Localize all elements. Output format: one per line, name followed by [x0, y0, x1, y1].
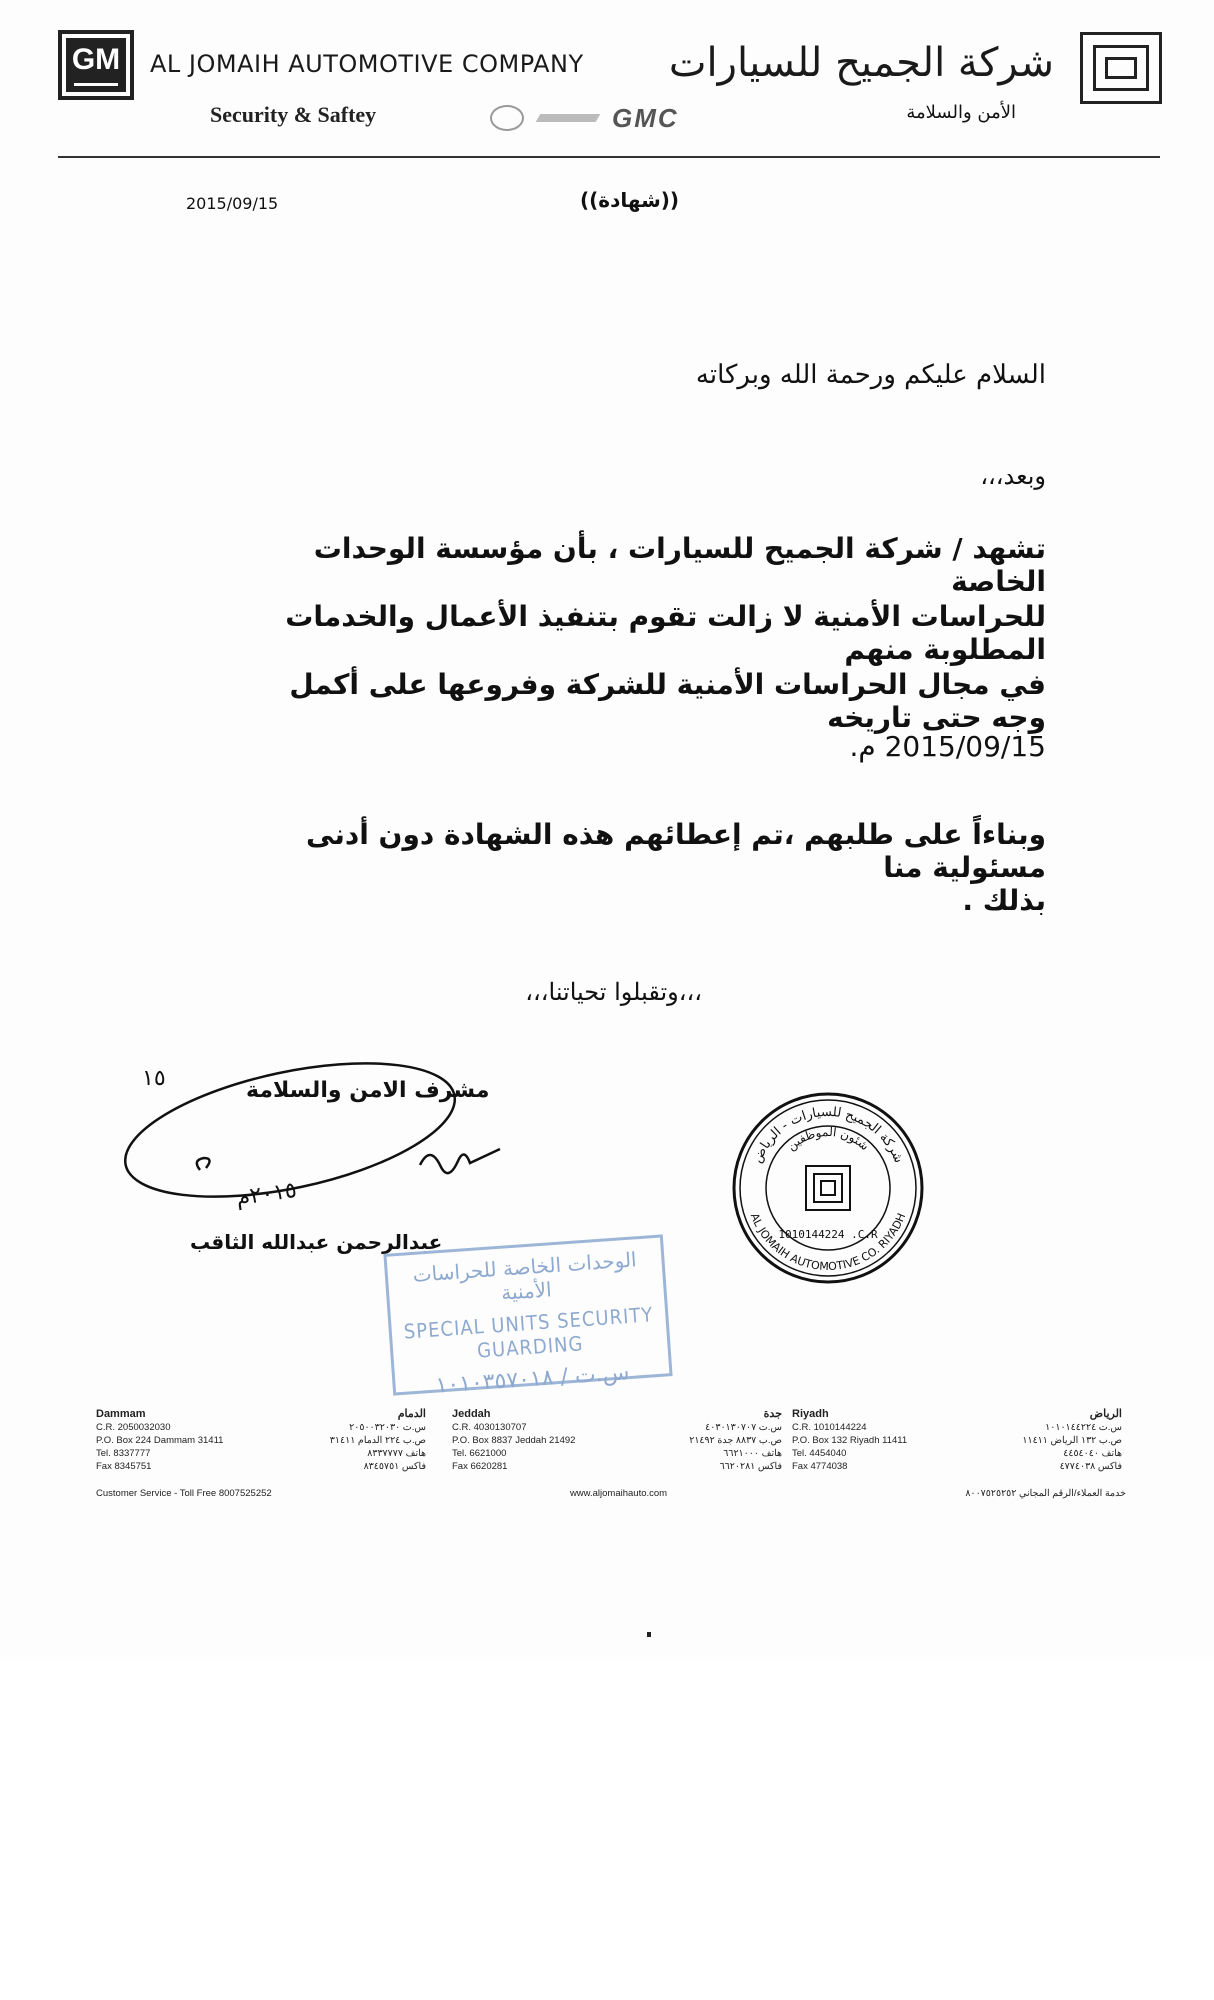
handwritten-date: ٢٠١٥م	[234, 1177, 299, 1212]
body-line-2: للحراسات الأمنية لا زالت تقوم بتنفيذ الأعمال والخدمات المطلوبة منهم	[285, 600, 1046, 666]
website-link[interactable]: www.aljomaihauto.com	[569, 1488, 668, 1499]
signatory-title: مشرف الامن والسلامة	[246, 1078, 490, 1103]
body-line-3: في مجال الحراسات الأمنية للشركة وفروعها على أكمل وجه حتى تاريخه	[289, 668, 1046, 734]
document-date: 2015/09/15	[186, 194, 279, 213]
jomaih-logo-icon	[1080, 32, 1162, 104]
cadillac-logo-icon	[490, 105, 524, 131]
security-company-stamp	[383, 1234, 672, 1399]
rect-stamp-ar: الوحدات الخاصة للحراسات الأمنية	[411, 1247, 638, 1305]
department-ar: الأمن والسلامة	[906, 102, 1016, 123]
signatory-name: عبدالرحمن عبدالله الثاقب	[190, 1230, 443, 1254]
customer-service-en: Customer Service - Toll Free 8007525252	[96, 1488, 272, 1499]
footer-jeddah: Jeddah جدة C.R. 4030130707 س.ت ٤٠٣٠١٣٠٧٠٧ P.O. Box 8837 Jeddah 21492 ص.ب ٨٨٣٧ جدة ٢١٤٩٢ Tel. 6621000 هاتف ٦٦٢١٠٠٠ Fax 6620281 فاكس ٦٦٢٠٢٨١	[452, 1408, 782, 1472]
rect-stamp-cr: س.ت / ١٠١٠٣٥٧٠١٨	[434, 1360, 631, 1399]
body-line-6: بذلك .	[962, 884, 1046, 917]
chevrolet-logo-icon	[536, 114, 601, 122]
customer-service-ar: خدمة العملاء/الرقم المجاني ٨٠٠٧٥٢٥٢٥٢	[965, 1488, 1126, 1499]
footer-dammam: Dammam الدمام C.R. 2050032030 س.ت ٢٠٥٠٠٣٢٠٣٠ P.O. Box 224 Dammam 31411 ص.ب ٢٢٤ الدمام ٣١٤١١ Tel. 8337777 هاتف ٨٣٣٧٧٧٧ Fax 8345751 فاكس ٨٣٤٥٧٥١	[96, 1408, 426, 1472]
footer-contact-line	[96, 1488, 1126, 1499]
header-divider	[58, 156, 1160, 158]
document-title: ((شهادة))	[580, 188, 680, 212]
round-stamp-ar-inner: شئون الموظفين	[784, 1124, 872, 1154]
closing: ،،،وتقبلوا تحياتنا،،،	[525, 978, 702, 1006]
body-line-4: 2015/09/15 م.	[849, 730, 1046, 763]
greeting: السلام عليكم ورحمة الله وبركاته	[695, 360, 1046, 390]
footer-riyadh: Riyadh الرياض C.R. 1010144224 س.ت ١٠١٠١٤٤٢٢٤ P.O. Box 132 Riyadh 11411 ص.ب ١٣٢ الرياض ١١٤١١ Tel. 4454040 هاتف ٤٤٥٤٠٤٠ Fax 4774038 فاكس ٤٧٧٤٠٣٨	[792, 1408, 1122, 1472]
body-line-5: وبناءاً على طلبهم ،تم إعطائهم هذه الشهادة دون أدنى مسئولية منا	[306, 818, 1046, 884]
svg-text:شئون الموظفين	[784, 1125, 871, 1154]
rect-stamp-en: SPECIAL UNITS SECURITY GUARDING	[403, 1302, 655, 1363]
gm-logo-text: GM	[66, 38, 126, 92]
signature-drawing	[120, 1030, 520, 1250]
gm-logo	[58, 30, 134, 100]
body-line-1: تشهد / شركة الجميح للسيارات ، بأن مؤسسة الوحدات الخاصة	[313, 532, 1046, 598]
company-round-stamp	[728, 1088, 928, 1288]
company-name-ar: شركة الجميح للسيارات	[668, 40, 1054, 86]
intro: وبعد،،،	[980, 462, 1046, 490]
company-name-en: AL JOMAIH AUTOMOTIVE COMPANY	[150, 50, 584, 78]
department-en: Security & Saftey	[210, 102, 377, 127]
round-stamp-ar-top: شركة الجميح للسيارات - الرياض	[749, 1104, 907, 1166]
round-stamp-cr: 1010144224 .C.R	[778, 1228, 878, 1241]
round-stamp-en: AL JOMAIH AUTOMOTIVE CO. RIYADH	[747, 1211, 909, 1274]
scan-dot	[647, 1632, 651, 1637]
brand-logos	[490, 104, 750, 132]
handwritten-mark: ١٥	[142, 1066, 166, 1091]
gmc-logo: GMC	[612, 102, 679, 133]
